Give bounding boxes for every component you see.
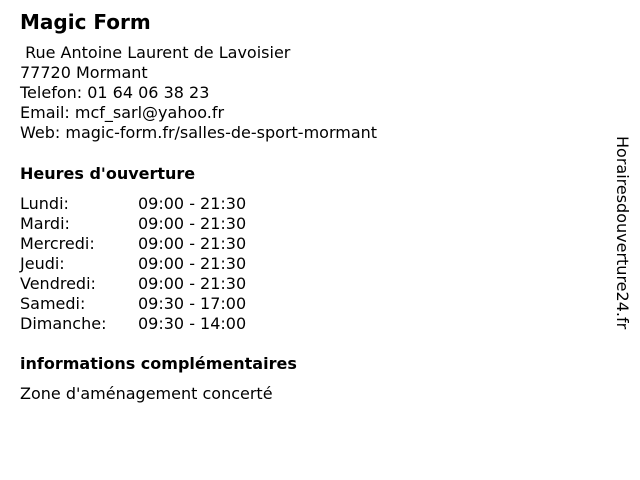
time-range: 09:00 - 21:30 [138, 254, 247, 273]
time-range: 09:30 - 17:00 [138, 294, 247, 313]
additional-info-heading: informations complémentaires [20, 354, 297, 373]
phone-text: Telefon: 01 64 06 38 23 [20, 83, 210, 102]
day-label: Jeudi: [20, 254, 65, 273]
time-range: 09:00 - 21:30 [138, 194, 247, 213]
time-range: 09:00 - 21:30 [138, 274, 247, 293]
email-text: Email: mcf_sarl@yahoo.fr [20, 103, 225, 122]
contact-block [20, 43, 377, 143]
business-name: Magic Form [20, 10, 151, 34]
day-label: Vendredi: [20, 274, 96, 293]
time-range: 09:00 - 21:30 [138, 234, 247, 253]
day-label: Samedi: [20, 294, 86, 313]
website-text: Web: magic-form.fr/salles-de-sport-mormant [20, 123, 378, 142]
site-watermark: Horairesdouverture24.fr [613, 136, 632, 330]
day-label: Mardi: [20, 214, 70, 233]
day-label: Lundi: [20, 194, 69, 213]
time-range: 09:30 - 14:00 [138, 314, 247, 333]
time-range: 09:00 - 21:30 [138, 214, 247, 233]
address-street: Rue Antoine Laurent de Lavoisier [20, 43, 291, 62]
opening-hours-heading: Heures d'ouverture [20, 164, 196, 183]
day-label: Mercredi: [20, 234, 95, 253]
address-city: 77720 Mormant [20, 63, 148, 82]
day-label: Dimanche: [20, 314, 107, 333]
additional-info-text: Zone d'aménagement concerté [20, 384, 273, 403]
